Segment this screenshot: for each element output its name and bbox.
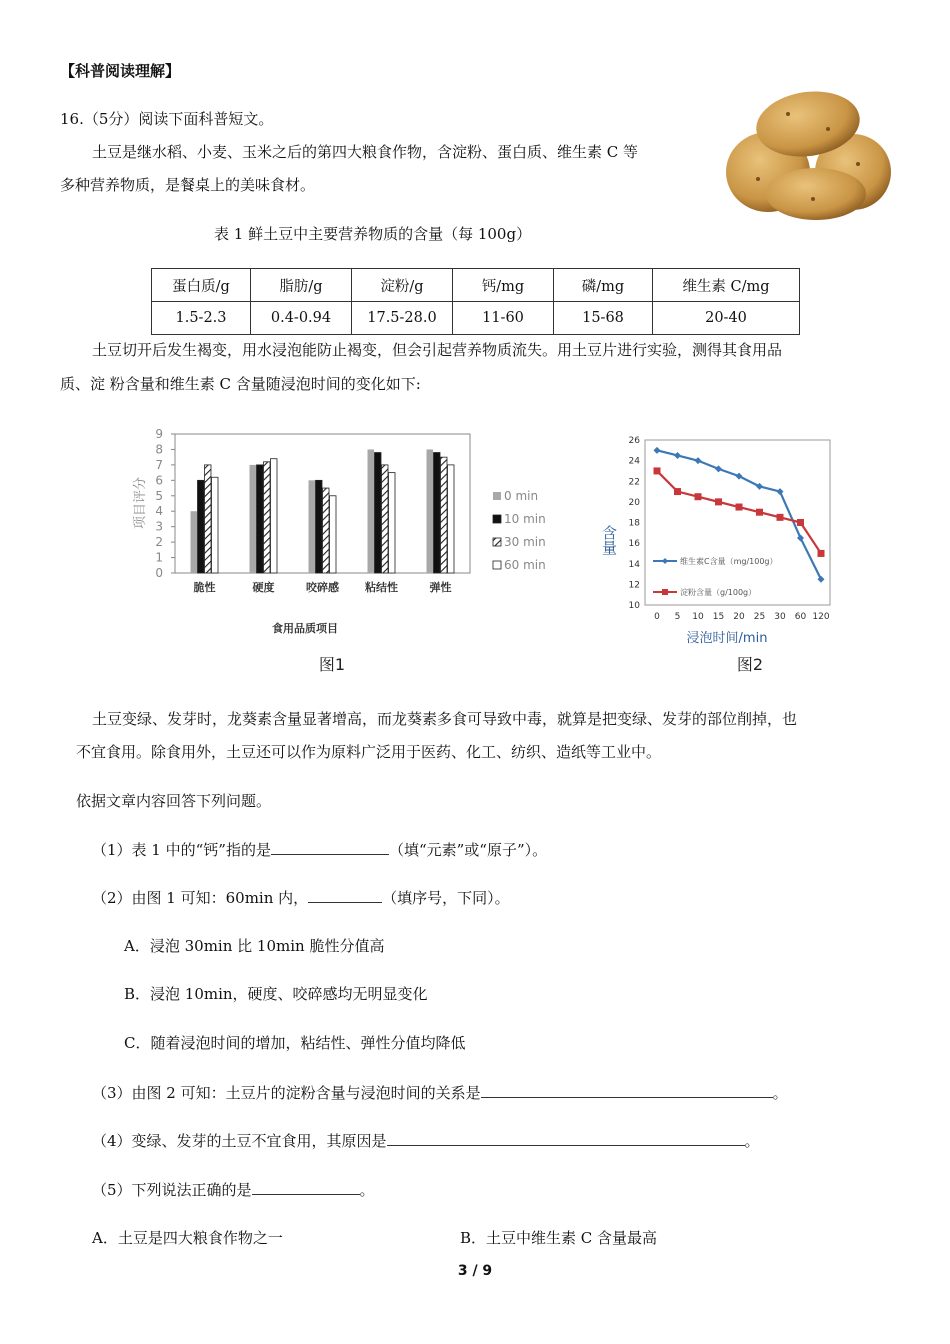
figure-2-x-axis-label: 浸泡时间/min (686, 631, 768, 646)
figure-1-bar (323, 488, 330, 573)
table-cell: 17.5-28.0 (352, 302, 453, 335)
section-heading: 【科普阅读理解】 (60, 62, 181, 80)
sub-question-3-text: （3）由图 2 可知：土豆片的淀粉含量与浸泡时间的关系是 (92, 1084, 481, 1102)
figure-1-y-axis-label: 项目评分 (133, 476, 148, 530)
paragraph-3-line-2: 不宜食用。除食用外，土豆还可以作为原料广泛用于医药、化工、纺织、造纸等工业中。 (76, 743, 662, 761)
figure-1-bar (368, 449, 375, 573)
figure-1-bar (257, 465, 264, 573)
figure-1-y-tick-label: 0 (155, 566, 163, 580)
figure-2-x-tick-label: 120 (812, 612, 830, 622)
figure-2-y-axis-label: 含量 (600, 525, 618, 555)
answer-blank-3[interactable] (481, 1081, 773, 1098)
figure-2-point (674, 488, 681, 495)
table-cell: 0.4-0.94 (251, 302, 352, 335)
table-header: 蛋白质/g (152, 269, 251, 302)
sub-question-4-end: 。 (744, 1132, 760, 1150)
figure-2-point (777, 514, 784, 521)
figure-2-x-tick-label: 5 (674, 612, 681, 622)
answer-blank-1[interactable] (271, 838, 389, 855)
figure-1-bar (309, 480, 316, 573)
figure-1-y-tick-label: 4 (155, 504, 163, 519)
table-header: 钙/mg (453, 269, 554, 302)
sub-question-1-text: （1）表 1 中的“钙”指的是 (92, 841, 271, 859)
figure-2-x-tick-label: 30 (774, 612, 786, 622)
figure-1-bar (205, 465, 212, 573)
figure-1-bar (427, 449, 434, 573)
figure-1-y-tick-label: 9 (155, 427, 163, 441)
figure-1-y-tick-label: 7 (155, 457, 163, 472)
figure-2-y-tick-label: 10 (628, 601, 640, 611)
sub-question-1-hint: （填“元素”或“原子”）。 (388, 841, 548, 859)
figure-1-legend-swatch (493, 538, 501, 546)
figure-2-legend-marker (662, 589, 668, 595)
table-cell: 11-60 (453, 302, 554, 335)
figure-1-x-tick-label: 脆性 (193, 581, 216, 594)
table-header: 磷/mg (554, 269, 653, 302)
figure-2-x-tick-label: 60 (794, 612, 807, 622)
figure-1-x-tick-label: 咬碎感 (306, 581, 339, 594)
option-5a: A．土豆是四大粮食作物之一 (92, 1229, 283, 1247)
figure-2-y-tick-label: 18 (628, 518, 640, 529)
figure-1-y-tick-label: 3 (155, 519, 163, 534)
figure-1-bar (250, 465, 257, 573)
table-cell: 15-68 (554, 302, 653, 335)
figure-2-point (797, 519, 804, 526)
figure-2-y-tick-label: 20 (628, 497, 640, 508)
figure-1-bar (434, 453, 441, 573)
figure-1-x-tick-label: 硬度 (252, 581, 275, 594)
figure-1-bar (191, 511, 198, 573)
answer-blank-5[interactable] (252, 1178, 360, 1195)
figure-2-y-tick-label: 14 (628, 559, 640, 570)
figure-1-bar (441, 457, 448, 573)
figure-2-point (654, 467, 661, 474)
figure-2-line-chart (595, 430, 845, 680)
table-caption: 表 1 鲜土豆中主要营养物质的含量（每 100g） (214, 225, 532, 243)
figure-2-y-tick-label: 22 (628, 477, 640, 488)
figure-2-point (695, 493, 702, 500)
figure-1-legend-label: 0 min (504, 489, 539, 503)
figure-1-y-tick-label: 6 (155, 473, 163, 488)
figure-2-x-tick-label: 20 (733, 612, 745, 622)
figure-1-x-tick-label: 弹性 (429, 581, 452, 594)
figure-2-x-tick-label: 10 (692, 612, 704, 622)
sub-question-2-hint: （填序号，下同）。 (382, 889, 510, 907)
figure-1-y-tick-label: 8 (155, 442, 163, 457)
table-header: 淀粉/g (352, 269, 453, 302)
figure-2-point (715, 498, 722, 505)
figure-2-caption: 图2 (736, 655, 764, 674)
figure-2-legend-label: 维生素C含量（mg/100g） (680, 557, 778, 566)
potato-illustration (718, 84, 893, 220)
figure-1-bar (389, 473, 396, 573)
sub-question-5-text: （5）下列说法正确的是 (92, 1181, 252, 1199)
sub-question-2 (92, 886, 510, 908)
figure-1-x-axis-label: 食用品质项目 (272, 622, 338, 635)
question-number-line: 16.（5分）阅读下面科普短文。 (60, 110, 274, 128)
figure-2-point (736, 504, 743, 511)
paragraph-1-line-2: 多种营养物质，是餐桌上的美味食材。 (60, 176, 316, 194)
figure-2-y-tick-label: 12 (628, 580, 640, 591)
figure-1-y-tick-label: 2 (155, 535, 163, 550)
paragraph-2-line-2: 质、淀 粉含量和维生素 C 含量随浸泡时间的变化如下: (60, 375, 421, 393)
figure-2-legend-label: 淀粉含量（g/100g） (680, 588, 757, 597)
option-2c: C．随着浸泡时间的增加，粘结性、弹性分值均降低 (124, 1034, 466, 1052)
figure-1-legend-swatch (493, 515, 501, 523)
answer-blank-4[interactable] (387, 1129, 745, 1146)
questions-intro: 依据文章内容回答下列问题。 (76, 792, 272, 810)
sub-question-3 (92, 1081, 788, 1103)
option-2b: B．浸泡 10min，硬度、咬碎感均无明显变化 (124, 985, 428, 1003)
page-number: 3 / 9 (457, 1263, 493, 1279)
paragraph-1-line-1: 土豆是继水稻、小麦、玉米之后的第四大粮食作物，含淀粉、蛋白质、维生素 C 等 (92, 143, 639, 161)
figure-2-point (818, 550, 825, 557)
figure-2-y-tick-label: 26 (628, 436, 640, 446)
table-header-row (152, 269, 800, 302)
figure-1-y-tick-label: 1 (155, 550, 163, 565)
answer-blank-2[interactable] (308, 886, 382, 903)
figure-1-legend-swatch (493, 492, 501, 500)
sub-question-4 (92, 1129, 760, 1151)
figure-2-y-tick-label: 16 (628, 539, 640, 550)
paragraph-3-line-1: 土豆变绿、发芽时，龙葵素含量显著增高，而龙葵素多食可导致中毒，就算是把变绿、发芽的部位削掉，也 (92, 710, 798, 728)
sub-question-5-end: 。 (359, 1181, 375, 1199)
figure-1-y-tick-label: 5 (155, 488, 163, 503)
figure-2-x-tick-label: 25 (753, 612, 766, 622)
sub-question-3-end: 。 (772, 1084, 788, 1102)
table-cell: 20-40 (653, 302, 800, 335)
figure-1-bar (316, 480, 323, 573)
figure-2-x-tick-label: 0 (654, 612, 660, 622)
table-cell: 1.5-2.3 (152, 302, 251, 335)
figure-1-bar (198, 480, 205, 573)
figure-2-x-tick-label: 15 (712, 612, 725, 622)
figure-1-bar (448, 465, 455, 573)
figure-1-legend-swatch (493, 561, 501, 569)
sub-question-1 (92, 838, 547, 860)
option-5b: B．土豆中维生素 C 含量最高 (460, 1229, 658, 1247)
figure-1-legend-label: 30 min (504, 535, 546, 549)
figure-2-y-tick-label: 24 (628, 456, 640, 467)
table-row (152, 302, 800, 335)
table-header: 脂肪/g (251, 269, 352, 302)
figure-1-bar (375, 453, 382, 573)
figure-1-bar (264, 462, 271, 573)
sub-question-2-text: （2）由图 1 可知：60min 内， (92, 889, 309, 907)
nutrition-table (151, 268, 800, 335)
sub-question-5 (92, 1178, 375, 1200)
figure-1-bar (382, 465, 389, 573)
figure-1-caption: 图1 (318, 655, 346, 674)
figure-1-x-tick-label: 粘结性 (365, 581, 398, 594)
paragraph-2-line-1: 土豆切开后发生褐变，用水浸泡能防止褐变，但会引起营养物质流失。用土豆片进行实验，测得其食用品 (92, 341, 783, 359)
figure-2-point (756, 509, 763, 516)
sub-question-4-text: （4）变绿、发芽的土豆不宜食用，其原因是 (92, 1132, 387, 1150)
figure-1-bar-chart (120, 418, 560, 680)
figure-1-bar (212, 477, 219, 573)
figure-1-legend-label: 10 min (504, 512, 546, 526)
figure-1-bar (330, 496, 337, 573)
figure-1-bar (271, 459, 278, 573)
figure-1-legend-label: 60 min (504, 558, 546, 572)
table-header: 维生素 C/mg (653, 269, 800, 302)
option-2a: A．浸泡 30min 比 10min 脆性分值高 (124, 937, 385, 955)
